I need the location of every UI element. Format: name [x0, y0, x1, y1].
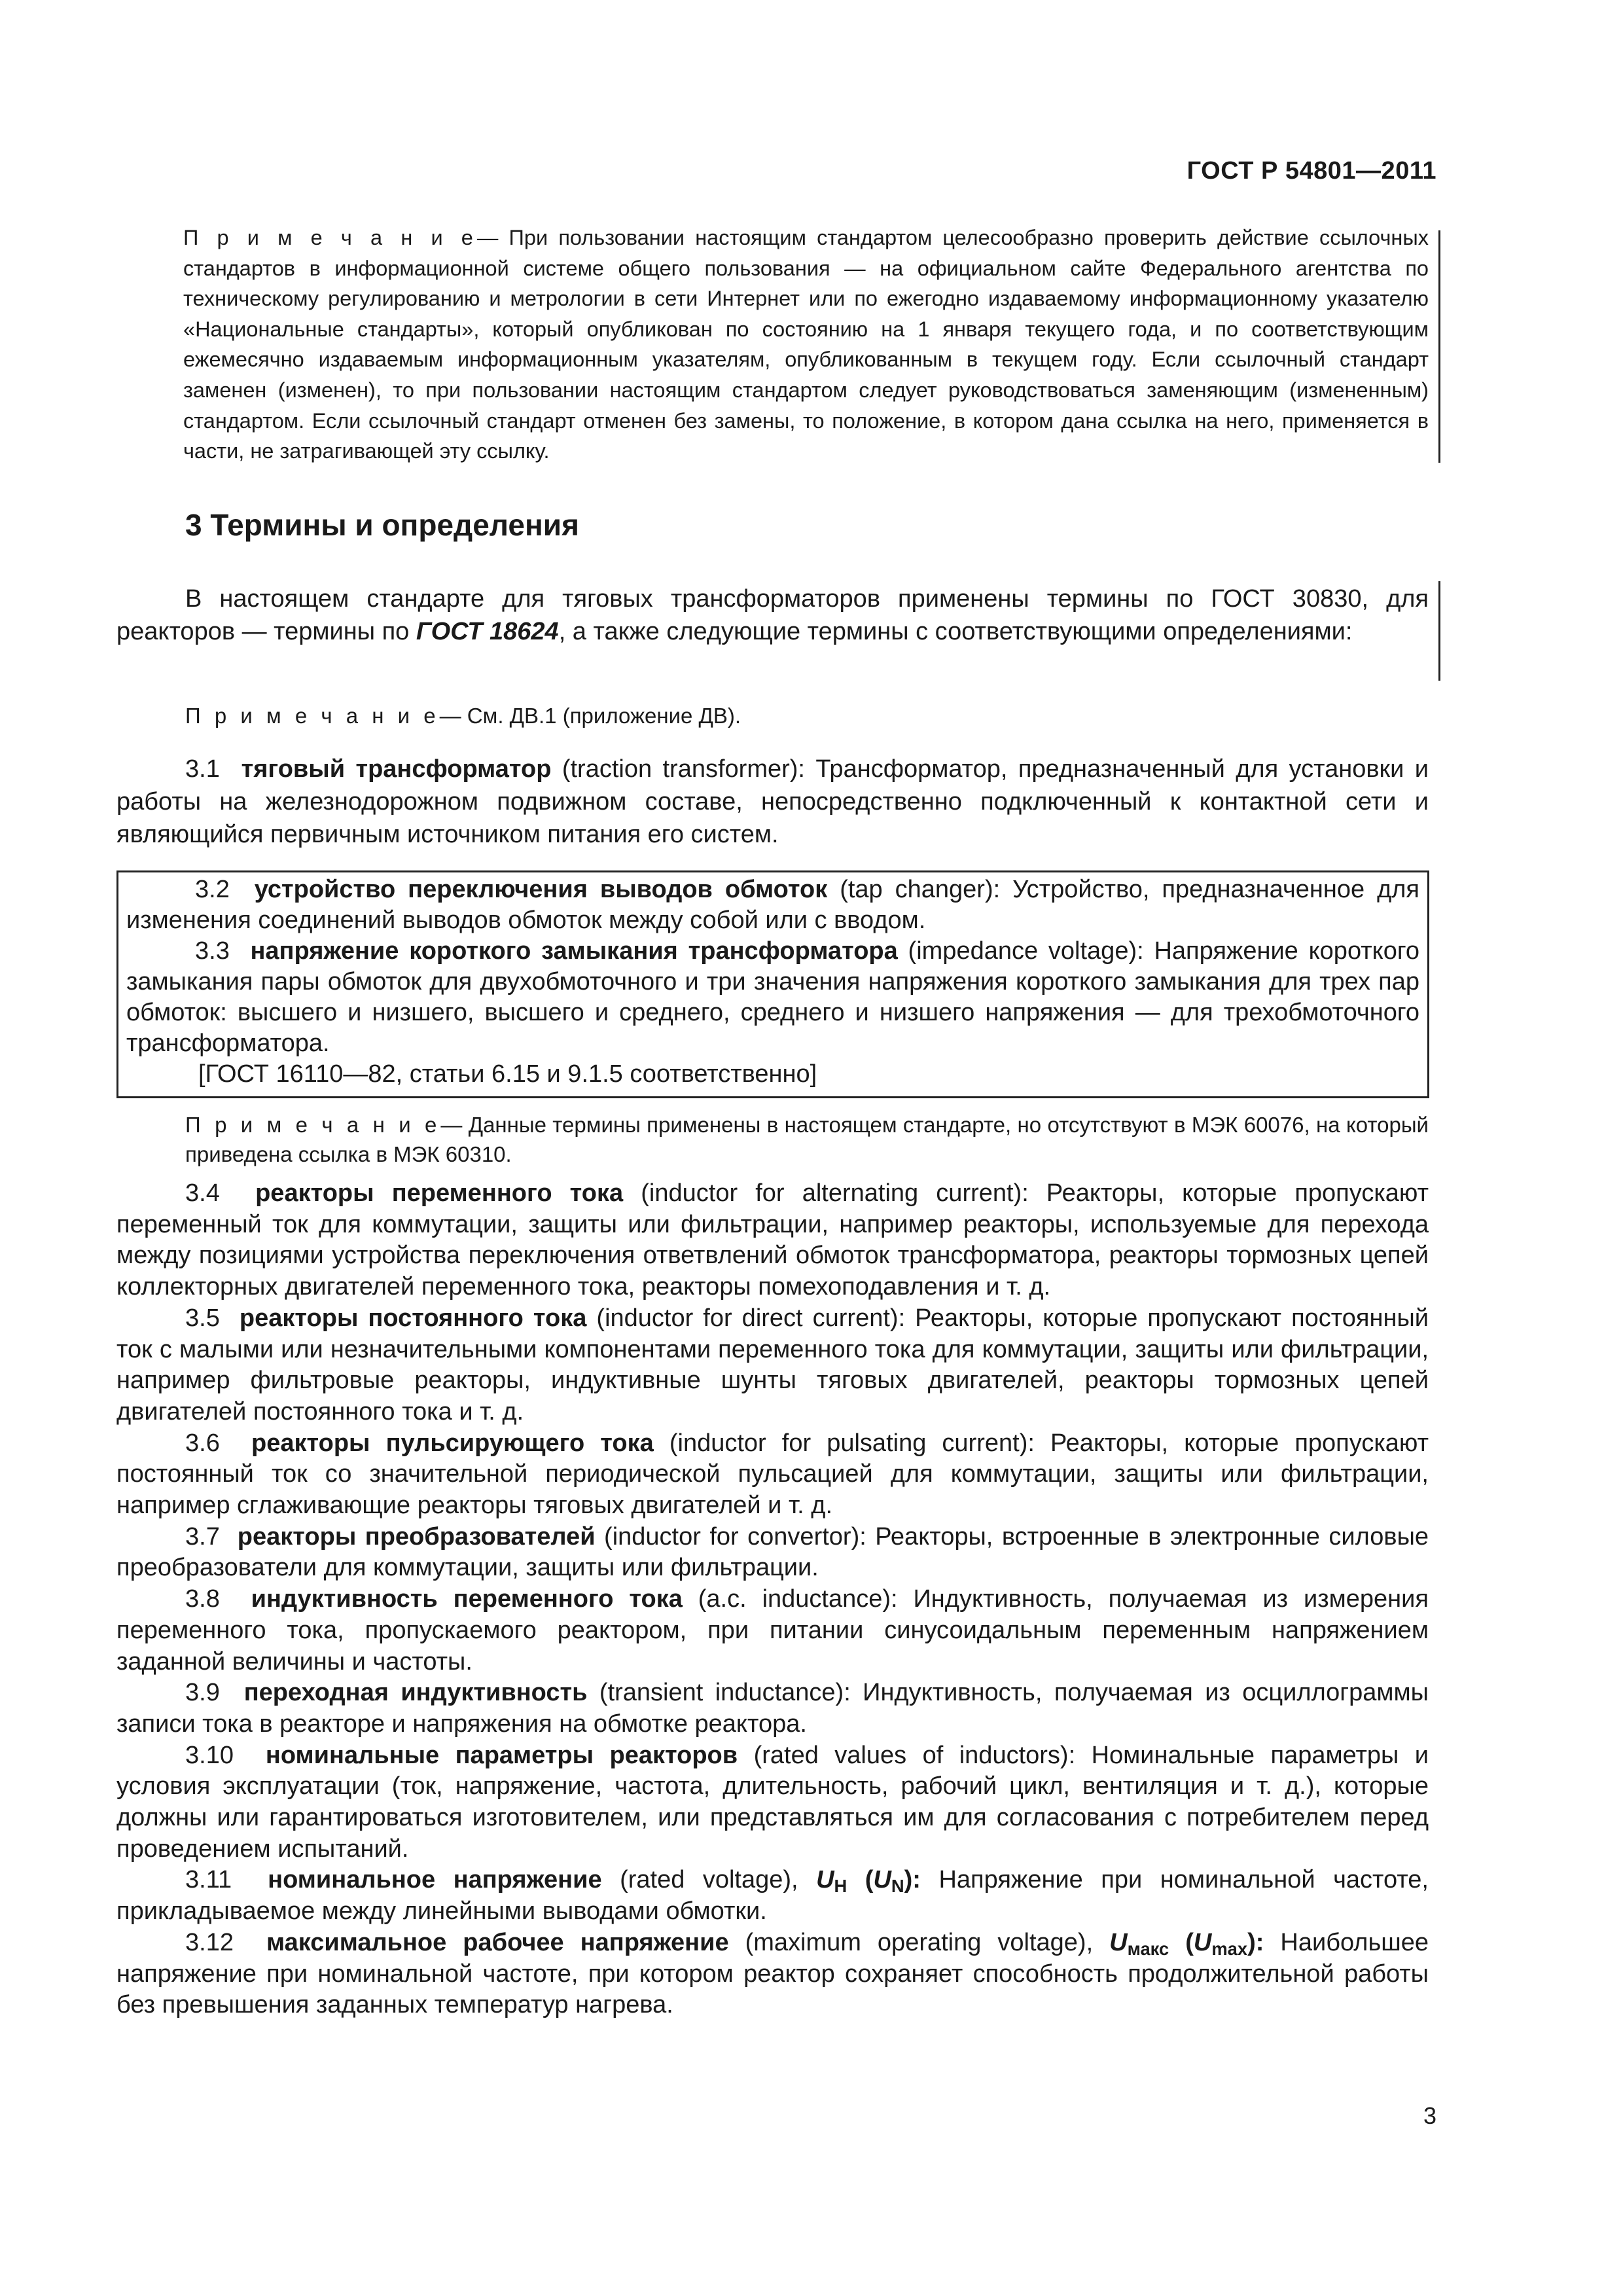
symbol: U [816, 1866, 834, 1894]
symbol-paren: ( [1169, 1928, 1194, 1956]
symbol-subscript: N [891, 1876, 904, 1897]
term-definition: (a.c. inductance): Индуктивность, получаемая из измерения переменного тока, пропускаемого реактором, при питании синусоидальным переменным напряжением заданной величины и частоты. [116, 1585, 1429, 1676]
document-code: ГОСТ Р 54801—2011 [1186, 157, 1436, 185]
term-name: индуктивность переменного тока [251, 1585, 683, 1613]
term-entry [116, 1522, 1429, 1584]
term-entry [116, 1865, 1429, 1927]
term-name: реакторы постоянного тока [239, 1304, 587, 1332]
symbol-subscript: макс [1127, 1938, 1169, 1959]
term-name: переходная индуктивность [243, 1679, 588, 1707]
term-definition: (inductor for alternating current): Реакторы, которые пропускают переменный ток для коммутации, защиты или фильтрации, например реакторы, используемые для перехода между позициями устройства переключения ответвлений обмоток трансформатора, реакторы тормозных цепей коллекторных двигателей переменного тока, реакторы помехоподавления и т. д. [116, 1179, 1429, 1301]
term-name: номинальное напряжение [268, 1866, 602, 1894]
term-number: 3.5 [185, 1304, 220, 1332]
symbol-paren: ( [847, 1866, 874, 1894]
note-iec [116, 1110, 1429, 1169]
change-bar [1438, 230, 1440, 463]
term-definition: Наибольшее напряжение при номинальной частоте, при котором реактор сохраняет способность продолжительной работы без превышения заданных температур нагрева. [116, 1928, 1429, 2019]
term-definition: (inductor for direct current): Реакторы, которые пропускают постоянный ток с малыми или незначительными компонентами переменного тока для коммутации, защиты или фильтрации, например фильтровые реакторы, индуктивные шунты тяговых двигателей, реакторы тормозных цепей двигателей постоянного тока и т. д. [116, 1304, 1429, 1426]
intro-text-1: В настоящем стандарте для тяговых трансформаторов применены термины по ГОСТ 30830, для реакторов — термины по [116, 585, 1429, 645]
section-title: 3 Термины и определения [185, 508, 579, 542]
symbol-paren: ): [904, 1866, 921, 1894]
term-number: 3.1 [185, 755, 220, 783]
symbol: U [1109, 1928, 1128, 1956]
change-bar [1438, 581, 1440, 681]
term-number: 3.8 [185, 1585, 220, 1613]
term-number: 3.2 [195, 876, 230, 903]
term-number: 3.10 [185, 1741, 234, 1769]
note-label: П р и м е ч а н и е [185, 1113, 441, 1137]
intro-text-2: , а также следующие термины с соответствующими определениями: [558, 618, 1353, 645]
term-definition: (transient inductance): Индуктивность, получаемая из осциллограммы записи тока в реакторе и напряжения на обмотке реактора. [116, 1679, 1429, 1738]
term-number: 3.9 [185, 1679, 220, 1707]
note-text: — Данные термины применены в настоящем стандарте, но отсутствуют в МЭК 60076, на который приведена ссылка в МЭК 60310. [185, 1113, 1429, 1166]
term-english: (maximum operating voltage), [728, 1928, 1110, 1956]
term-definition: (inductor for convertor): Реакторы, встроенные в электронные силовые преобразователи для коммутации, защиты или фильтрации. [116, 1522, 1429, 1582]
term-definition: (traction transformer): Трансформатор, предназначенный для установки и работы на железнодорожном подвижном составе, непосредственно подключенный к контактной сети и являющийся первичным источником питания его систем. [116, 755, 1429, 848]
note-text: — При пользовании настоящим стандартом целесообразно проверить действие ссылочных стандартов в информационной системе общего пользования — на официальном сайте Федерального агентства по техническому регулированию и метрологии в сети Интернет или по ежегодно издаваемому информационному указателю «Национальные стандарты», который опубликован по состоянию на 1 января текущего года, и по соответствующим ежемесячно издаваемым информационным указателям, опубликованным в текущем году. Если ссылочный стандарт заменен (изменен), то при пользовании настоящим стандартом следует руководствоваться заменяющим (измененным) стандартом. Если ссылочный стандарт отменен без замены, то положение, в котором дана ссылка на него, применяется в части, не затрагивающей эту ссылку. [183, 226, 1429, 463]
term-name: реакторы преобразователей [237, 1522, 596, 1551]
term-entry [116, 1740, 1429, 1865]
note-references [116, 223, 1429, 467]
intro-standard-ref: ГОСТ 18624 [416, 618, 559, 645]
term-source: [ГОСТ 16110—82, статьи 6.15 и 9.1.5 соответственно] [198, 1060, 817, 1088]
symbol-subscript: max [1211, 1938, 1248, 1959]
term-entry [116, 1928, 1429, 2021]
note-label: П р и м е ч а н и е [183, 226, 477, 249]
term-definition: (rated values of inductors): Номинальные параметры и условия эксплуатации (ток, напряжение, частота, длительность, рабочий цикл, вентиляция и т. д.), которые должны или гарантироваться изготовителем, или представляться им для согласования с потребителем перед проведением испытаний. [116, 1741, 1429, 1863]
term-name: реакторы пульсирующего тока [251, 1429, 654, 1457]
symbol-paren: ): [1247, 1928, 1264, 1956]
term-name: номинальные параметры реакторов [265, 1741, 738, 1769]
page-number: 3 [1423, 2102, 1436, 2129]
note-label: П р и м е ч а н и е [185, 704, 440, 728]
symbol: U [873, 1866, 891, 1894]
term-english: (rated voltage), [601, 1866, 817, 1894]
note-appendix [185, 704, 741, 728]
term-entry [116, 1677, 1429, 1740]
boxed-terms [116, 870, 1429, 1098]
symbol-subscript: Н [834, 1876, 847, 1897]
symbol: U [1193, 1928, 1212, 1956]
term-entry [116, 1428, 1429, 1522]
term-name: напряжение короткого замыкания трансформатора [250, 937, 898, 965]
intro-paragraph [116, 583, 1429, 648]
term-name: реакторы переменного тока [255, 1179, 624, 1207]
term-entry [116, 1178, 1429, 1303]
term-entry [116, 753, 1429, 851]
term-number: 3.4 [185, 1179, 220, 1207]
term-entry [116, 1303, 1429, 1428]
term-name: тяговый трансформатор [241, 755, 552, 783]
note-text: — См. ДВ.1 (приложение ДВ). [439, 704, 741, 728]
term-number: 3.6 [185, 1429, 220, 1457]
term-number: 3.7 [185, 1522, 220, 1551]
term-definition: (impedance voltage): Напряжение короткого замыкания пары обмоток для двухобмоточного и три значения напряжения короткого замыкания для трех пар обмоток: высшего и низшего, высшего и среднего, среднего и низшего напряжения — для трехобмоточного трансформатора. [126, 937, 1419, 1057]
term-definition: Напряжение при номинальной частоте, прикладываемое между линейными выводами обмотки. [116, 1866, 1429, 1926]
term-name: устройство переключения выводов обмоток [254, 876, 828, 903]
term-definition: (tap changer): Устройство, предназначенное для изменения соединений выводов обмоток между собой или с вводом. [126, 876, 1419, 934]
term-number: 3.11 [185, 1866, 232, 1894]
term-name: максимальное рабочее напряжение [266, 1928, 729, 1956]
term-number: 3.3 [195, 937, 230, 965]
term-definition: (inductor for pulsating current): Реакторы, которые пропускают постоянный ток со значительной периодической пульсацией для коммутации, защиты или фильтрации, например сглаживающие реакторы тяговых двигателей и т. д. [116, 1429, 1429, 1520]
term-entry [116, 1584, 1429, 1677]
terms-list [116, 1178, 1429, 2021]
term-number: 3.12 [185, 1928, 234, 1956]
